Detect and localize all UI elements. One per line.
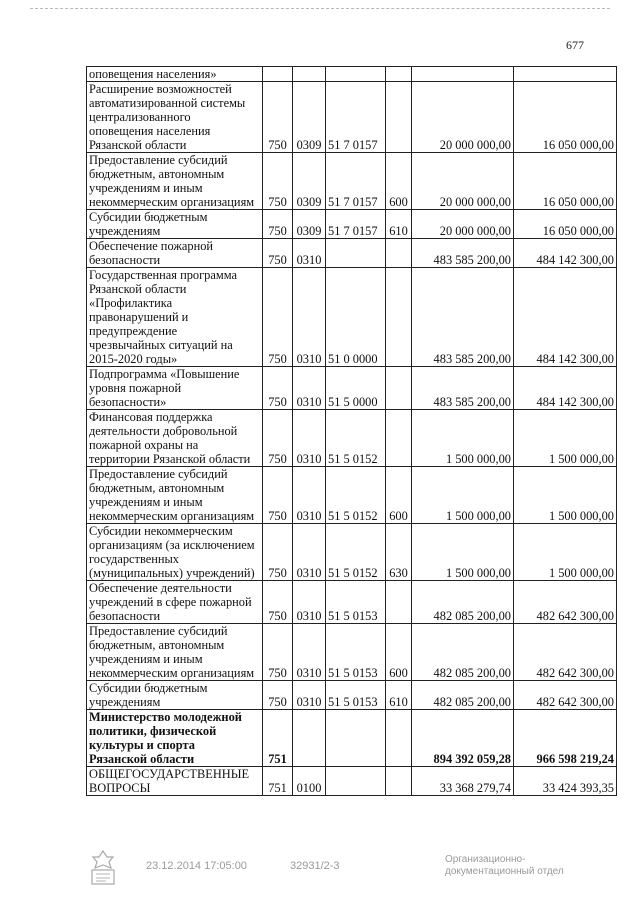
item-name-cell bbox=[87, 67, 263, 82]
footer-organization bbox=[445, 854, 575, 878]
item-name-line: Государственная программа bbox=[89, 268, 237, 282]
amount-2017-cell bbox=[514, 67, 617, 82]
section-code-cell: 0310 bbox=[293, 367, 326, 410]
expense-type-cell bbox=[386, 710, 412, 767]
expense-type-cell bbox=[386, 239, 412, 268]
item-name-line: 2015-2020 годы» bbox=[89, 352, 178, 366]
item-name-line: учреждениям и иным bbox=[89, 495, 203, 509]
item-name-cell bbox=[87, 82, 263, 153]
amount-2016-cell: 483 585 200,00 bbox=[412, 239, 514, 268]
amount-2017-cell: 484 142 300,00 bbox=[514, 239, 617, 268]
item-name-line: Рязанской области bbox=[89, 282, 187, 296]
grbs-code-cell: 750 bbox=[263, 581, 293, 624]
section-code-cell: 0310 bbox=[293, 581, 326, 624]
target-article-cell bbox=[326, 67, 386, 82]
target-article-cell bbox=[326, 767, 386, 796]
grbs-code-cell: 750 bbox=[263, 239, 293, 268]
amount-2016-cell: 20 000 000,00 bbox=[412, 82, 514, 153]
table-row bbox=[87, 82, 617, 153]
amount-2017-cell: 966 598 219,24 bbox=[514, 710, 617, 767]
section-code-cell: 0310 bbox=[293, 681, 326, 710]
amount-2017-cell: 16 050 000,00 bbox=[514, 82, 617, 153]
target-article-cell bbox=[326, 710, 386, 767]
table-row bbox=[87, 268, 617, 367]
expense-type-cell bbox=[386, 767, 412, 796]
item-name-line: Подпрограмма «Повышение bbox=[89, 367, 240, 381]
grbs-code-cell: 750 bbox=[263, 268, 293, 367]
item-name-line: Предоставление субсидий bbox=[89, 467, 228, 481]
table-row bbox=[87, 767, 617, 796]
item-name-cell bbox=[87, 710, 263, 767]
expense-type-cell: 630 bbox=[386, 524, 412, 581]
section-code-cell: 0309 bbox=[293, 82, 326, 153]
footer-org-line: Организационно- bbox=[445, 854, 526, 865]
grbs-code-cell: 750 bbox=[263, 410, 293, 467]
item-name-cell bbox=[87, 410, 263, 467]
item-name-cell bbox=[87, 367, 263, 410]
item-name-line: некоммерческим организациям bbox=[89, 509, 255, 523]
table-row bbox=[87, 67, 617, 82]
target-article-cell: 51 7 0157 bbox=[326, 210, 386, 239]
item-name-line: Рязанской области bbox=[89, 138, 187, 152]
table-row bbox=[87, 581, 617, 624]
amount-2016-cell: 20 000 000,00 bbox=[412, 210, 514, 239]
expense-type-cell bbox=[386, 82, 412, 153]
target-article-cell: 51 5 0153 bbox=[326, 581, 386, 624]
amount-2017-cell: 1 500 000,00 bbox=[514, 410, 617, 467]
table-row bbox=[87, 710, 617, 767]
target-article-cell: 51 5 0000 bbox=[326, 367, 386, 410]
item-name-line: Предоставление субсидий bbox=[89, 153, 228, 167]
amount-2017-cell: 33 424 393,35 bbox=[514, 767, 617, 796]
item-name-line: учреждениям и иным bbox=[89, 652, 203, 666]
amount-2016-cell: 482 085 200,00 bbox=[412, 581, 514, 624]
item-name-line: правонарушений и bbox=[89, 310, 189, 324]
item-name-line: бюджетным, автономным bbox=[89, 638, 225, 652]
amount-2017-cell: 1 500 000,00 bbox=[514, 524, 617, 581]
item-name-line: некоммерческим организациям bbox=[89, 195, 255, 209]
item-name-line: Министерство молодежной bbox=[89, 710, 242, 724]
amount-2016-cell: 894 392 059,28 bbox=[412, 710, 514, 767]
item-name-line: уровня пожарной bbox=[89, 381, 182, 395]
grbs-code-cell: 751 bbox=[263, 710, 293, 767]
item-name-line: «Профилактика bbox=[89, 296, 173, 310]
item-name-line: ВОПРОСЫ bbox=[89, 781, 151, 795]
table-row bbox=[87, 681, 617, 710]
item-name-line: деятельности добровольной bbox=[89, 424, 238, 438]
item-name-cell bbox=[87, 210, 263, 239]
expense-type-cell: 600 bbox=[386, 153, 412, 210]
amount-2016-cell: 483 585 200,00 bbox=[412, 367, 514, 410]
section-code-cell: 0310 bbox=[293, 268, 326, 367]
target-article-cell: 51 0 0000 bbox=[326, 268, 386, 367]
section-code-cell: 0310 bbox=[293, 624, 326, 681]
grbs-code-cell: 750 bbox=[263, 524, 293, 581]
item-name-line: учреждений в сфере пожарной bbox=[89, 595, 252, 609]
target-article-cell: 51 5 0153 bbox=[326, 681, 386, 710]
table-row bbox=[87, 153, 617, 210]
item-name-line: Расширение возможностей bbox=[89, 82, 232, 96]
grbs-code-cell: 750 bbox=[263, 210, 293, 239]
amount-2017-cell: 482 642 300,00 bbox=[514, 681, 617, 710]
amount-2017-cell: 16 050 000,00 bbox=[514, 210, 617, 239]
item-name-cell bbox=[87, 767, 263, 796]
target-article-cell: 51 5 0153 bbox=[326, 624, 386, 681]
item-name-line: (муниципальных) учреждений) bbox=[89, 566, 255, 580]
section-code-cell: 0310 bbox=[293, 467, 326, 524]
item-name-line: культуры и спорта bbox=[89, 738, 195, 752]
item-name-line: Обеспечение деятельности bbox=[89, 581, 232, 595]
item-name-line: бюджетным, автономным bbox=[89, 481, 225, 495]
grbs-code-cell: 750 bbox=[263, 153, 293, 210]
item-name-line: ОБЩЕГОСУДАРСТВЕННЫЕ bbox=[89, 767, 250, 781]
item-name-line: Обеспечение пожарной bbox=[89, 239, 214, 253]
amount-2016-cell: 33 368 279,74 bbox=[412, 767, 514, 796]
item-name-line: пожарной охраны на bbox=[89, 438, 199, 452]
expense-type-cell bbox=[386, 410, 412, 467]
item-name-line: учреждениям и иным bbox=[89, 181, 203, 195]
item-name-line: автоматизированной системы bbox=[89, 96, 246, 110]
section-code-cell: 0310 bbox=[293, 410, 326, 467]
budget-table bbox=[86, 66, 617, 796]
grbs-code-cell: 751 bbox=[263, 767, 293, 796]
item-name-cell bbox=[87, 239, 263, 268]
amount-2016-cell: 483 585 200,00 bbox=[412, 268, 514, 367]
item-name-cell bbox=[87, 467, 263, 524]
grbs-code-cell: 750 bbox=[263, 681, 293, 710]
item-name-line: предупреждение bbox=[89, 324, 178, 338]
amount-2017-cell: 484 142 300,00 bbox=[514, 367, 617, 410]
expense-type-cell: 610 bbox=[386, 210, 412, 239]
target-article-cell: 51 5 0152 bbox=[326, 410, 386, 467]
budget-table-body bbox=[87, 67, 617, 796]
item-name-line: централизованного bbox=[89, 110, 191, 124]
item-name-line: оповещения населения bbox=[89, 124, 211, 138]
amount-2016-cell bbox=[412, 67, 514, 82]
item-name-cell bbox=[87, 524, 263, 581]
section-code-cell: 0310 bbox=[293, 524, 326, 581]
table-row bbox=[87, 524, 617, 581]
amount-2017-cell: 482 642 300,00 bbox=[514, 624, 617, 681]
item-name-line: учреждениям bbox=[89, 224, 161, 238]
item-name-cell bbox=[87, 624, 263, 681]
item-name-line: учреждениям bbox=[89, 695, 161, 709]
table-row bbox=[87, 624, 617, 681]
amount-2017-cell: 16 050 000,00 bbox=[514, 153, 617, 210]
item-name-cell bbox=[87, 681, 263, 710]
item-name-cell bbox=[87, 153, 263, 210]
item-name-cell bbox=[87, 581, 263, 624]
item-name-line: Финансовая поддержка bbox=[89, 410, 213, 424]
expense-type-cell bbox=[386, 581, 412, 624]
target-article-cell: 51 7 0157 bbox=[326, 82, 386, 153]
amount-2016-cell: 482 085 200,00 bbox=[412, 624, 514, 681]
amount-2016-cell: 1 500 000,00 bbox=[412, 524, 514, 581]
expense-type-cell bbox=[386, 367, 412, 410]
expense-type-cell: 600 bbox=[386, 467, 412, 524]
footer-org-line: документационный отдел bbox=[445, 866, 564, 877]
table-row bbox=[87, 410, 617, 467]
expense-type-cell bbox=[386, 67, 412, 82]
item-name-line: государственных bbox=[89, 552, 180, 566]
grbs-code-cell: 750 bbox=[263, 624, 293, 681]
item-name-line: Субсидии некоммерческим bbox=[89, 524, 233, 538]
amount-2016-cell: 1 500 000,00 bbox=[412, 467, 514, 524]
item-name-line: безопасности bbox=[89, 609, 161, 623]
item-name-line: чрезвычайных ситуаций на bbox=[89, 338, 233, 352]
expense-type-cell: 600 bbox=[386, 624, 412, 681]
section-code-cell: 0309 bbox=[293, 210, 326, 239]
item-name-line: бюджетным, автономным bbox=[89, 167, 225, 181]
table-row bbox=[87, 239, 617, 268]
expense-type-cell: 610 bbox=[386, 681, 412, 710]
item-name-line: оповещения населения» bbox=[89, 67, 217, 81]
table-row bbox=[87, 210, 617, 239]
section-code-cell bbox=[293, 710, 326, 767]
item-name-line: Рязанской области bbox=[89, 752, 195, 766]
grbs-code-cell bbox=[263, 67, 293, 82]
target-article-cell: 51 5 0152 bbox=[326, 524, 386, 581]
amount-2017-cell: 1 500 000,00 bbox=[514, 467, 617, 524]
table-row bbox=[87, 367, 617, 410]
target-article-cell bbox=[326, 239, 386, 268]
footer-doc-code: 32931/2-3 bbox=[290, 860, 340, 872]
amount-2016-cell: 20 000 000,00 bbox=[412, 153, 514, 210]
item-name-line: Субсидии бюджетным bbox=[89, 210, 208, 224]
amount-2017-cell: 484 142 300,00 bbox=[514, 268, 617, 367]
section-code-cell: 0310 bbox=[293, 239, 326, 268]
grbs-code-cell: 750 bbox=[263, 82, 293, 153]
grbs-code-cell: 750 bbox=[263, 367, 293, 410]
item-name-line: безопасности» bbox=[89, 395, 167, 409]
item-name-line: территории Рязанской области bbox=[89, 452, 251, 466]
seal-logo-icon bbox=[86, 848, 120, 888]
item-name-line: организациям (за исключением bbox=[89, 538, 255, 552]
scan-top-edge bbox=[30, 8, 610, 9]
item-name-line: безопасности bbox=[89, 253, 161, 267]
section-code-cell bbox=[293, 67, 326, 82]
item-name-line: политики, физической bbox=[89, 724, 217, 738]
amount-2016-cell: 482 085 200,00 bbox=[412, 681, 514, 710]
target-article-cell: 51 5 0152 bbox=[326, 467, 386, 524]
item-name-line: Субсидии бюджетным bbox=[89, 681, 208, 695]
amount-2017-cell: 482 642 300,00 bbox=[514, 581, 617, 624]
item-name-line: Предоставление субсидий bbox=[89, 624, 228, 638]
section-code-cell: 0309 bbox=[293, 153, 326, 210]
target-article-cell: 51 7 0157 bbox=[326, 153, 386, 210]
grbs-code-cell: 750 bbox=[263, 467, 293, 524]
item-name-line: некоммерческим организациям bbox=[89, 666, 255, 680]
amount-2016-cell: 1 500 000,00 bbox=[412, 410, 514, 467]
table-row bbox=[87, 467, 617, 524]
expense-type-cell bbox=[386, 268, 412, 367]
footer-datetime: 23.12.2014 17:05:00 bbox=[146, 860, 247, 872]
page-number: 677 bbox=[566, 38, 584, 52]
section-code-cell: 0100 bbox=[293, 767, 326, 796]
item-name-cell bbox=[87, 268, 263, 367]
